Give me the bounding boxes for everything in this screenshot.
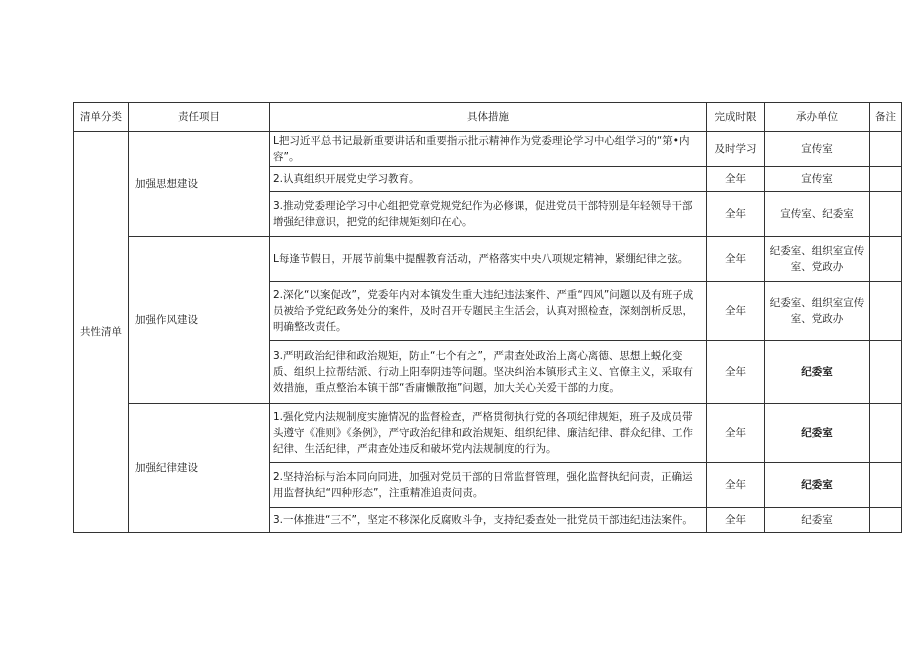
note-cell bbox=[870, 404, 902, 463]
measure-cell: 1.强化党内法规制度实施情况的监督检查，严格贯彻执行党的各项纪律规矩，班子及成员带头遵守《准则》《条例》，严守政治纪律和政治规矩、组织纪律、廉洁纪律、群众纪律、工作纪律、生活纪律，严肃查处违反和破坏党内法规制度的行为。 bbox=[270, 404, 707, 463]
note-cell bbox=[870, 463, 902, 508]
table-row bbox=[74, 237, 902, 282]
note-cell bbox=[870, 132, 902, 167]
measure-cell: 2.认真组织开展党史学习教育。 bbox=[270, 167, 707, 192]
item-cell: 加强纪律建设 bbox=[129, 404, 270, 533]
header-measure: 具体措施 bbox=[270, 103, 707, 132]
item-cell: 加强作风建设 bbox=[129, 237, 270, 404]
unit-cell: 纪委室、组织室宣传室、党政办 bbox=[765, 237, 870, 282]
table-row bbox=[74, 132, 902, 167]
time-cell: 全年 bbox=[707, 167, 765, 192]
time-cell: 全年 bbox=[707, 404, 765, 463]
measure-cell: L每逢节假日，开展节前集中提醒教育活动，严格落实中央八项规定精神，紧绷纪律之弦。 bbox=[270, 237, 707, 282]
measure-cell: 2.坚持治标与治本同向同进，加强对党员干部的日常监督管理，强化监督执纪问责，正确运用监督执纪“四种形态”，注重精准追责问责。 bbox=[270, 463, 707, 508]
measure-cell: 3.严明政治纪律和政治规矩，防止“七个有之”，严肃查处政治上离心离德、思想上蜕化变质、组织上拉帮结派、行动上阳奉阴违等问题。坚决纠治本镇形式主义、官僚主义，采取有效措施，重点整治本镇干部“香庸懒散拖”问题，加大关心关爱干部的力度。 bbox=[270, 341, 707, 404]
header-unit: 承办单位 bbox=[765, 103, 870, 132]
header-time: 完成时限 bbox=[707, 103, 765, 132]
unit-cell: 宣传室、纪委室 bbox=[765, 192, 870, 237]
responsibility-table bbox=[73, 102, 902, 533]
header-item: 责任项目 bbox=[129, 103, 270, 132]
unit-cell: 纪委室 bbox=[765, 404, 870, 463]
note-cell bbox=[870, 192, 902, 237]
time-cell: 全年 bbox=[707, 237, 765, 282]
note-cell bbox=[870, 237, 902, 282]
unit-cell: 纪委室 bbox=[765, 463, 870, 508]
note-cell bbox=[870, 282, 902, 341]
unit-cell: 宣传室 bbox=[765, 167, 870, 192]
measure-cell: 2.深化“以案促改”，党委年内对本镇发生重大违纪违法案件、严重“四风”问题以及有班子成员被给予党纪政务处分的案件，及时召开专题民主生活会，认真对照检查，深刻剖析反思，明确整改责任。 bbox=[270, 282, 707, 341]
unit-cell: 纪委室 bbox=[765, 341, 870, 404]
unit-cell: 宣传室 bbox=[765, 132, 870, 167]
item-cell: 加强思想建设 bbox=[129, 132, 270, 237]
header-note: 备注 bbox=[870, 103, 902, 132]
table-row bbox=[74, 404, 902, 463]
note-cell bbox=[870, 341, 902, 404]
table-header-row bbox=[74, 103, 902, 132]
unit-cell: 纪委室 bbox=[765, 508, 870, 533]
time-cell: 全年 bbox=[707, 192, 765, 237]
measure-cell: 3.一体推进“三不”，坚定不移深化反腐败斗争，支持纪委查处一批党员干部违纪违法案件。 bbox=[270, 508, 707, 533]
measure-cell: 3.推动党委理论学习中心组把党章党规党纪作为必修课，促进党员干部特别是年轻领导干部增强纪律意识，把党的纪律规矩刻印在心。 bbox=[270, 192, 707, 237]
time-cell: 及时学习 bbox=[707, 132, 765, 167]
time-cell: 全年 bbox=[707, 341, 765, 404]
time-cell: 全年 bbox=[707, 282, 765, 341]
header-category: 清单分类 bbox=[74, 103, 129, 132]
note-cell bbox=[870, 167, 902, 192]
note-cell bbox=[870, 508, 902, 533]
time-cell: 全年 bbox=[707, 463, 765, 508]
category-cell: 共性清单 bbox=[74, 132, 129, 533]
measure-cell: L把习近平总书记最新重要讲话和重要指示批示精神作为党委理论学习中心组学习的“第•内容”。 bbox=[270, 132, 707, 167]
unit-cell: 纪委室、组织室宣传室、党政办 bbox=[765, 282, 870, 341]
time-cell: 全年 bbox=[707, 508, 765, 533]
